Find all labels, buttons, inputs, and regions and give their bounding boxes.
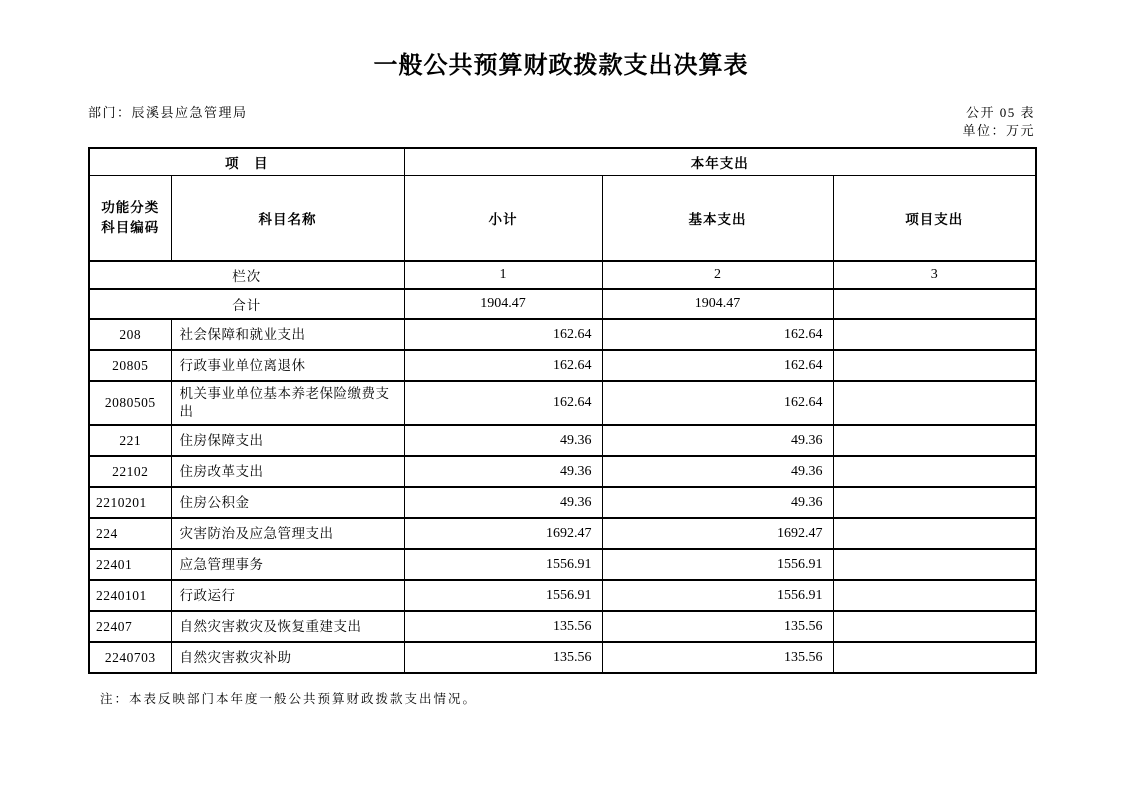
- table-row: [89, 549, 1036, 580]
- cell-project: [833, 350, 1036, 381]
- cell-name: 灾害防治及应急管理支出: [171, 518, 404, 549]
- cell-name: 机关事业单位基本养老保险缴费支出: [171, 381, 404, 425]
- total-row: [89, 289, 1036, 319]
- cell-name: 行政运行: [171, 580, 404, 611]
- header-subtotal-column: 小计: [404, 175, 602, 261]
- cell-project: [833, 381, 1036, 425]
- cell-basic: 135.56: [602, 642, 833, 673]
- cell-code: 22401: [89, 549, 171, 580]
- page-title: 一般公共预算财政拨款支出决算表: [373, 52, 749, 79]
- column-index-1: 1: [404, 261, 602, 289]
- cell-subtotal: 135.56: [404, 642, 602, 673]
- cell-code: 2240101: [89, 580, 171, 611]
- footnote: 注：本表反映部门本年度一般公共预算财政拨款支出情况。: [100, 692, 478, 706]
- total-project: [833, 289, 1036, 319]
- cell-name: 社会保障和就业支出: [171, 319, 404, 350]
- table-row: [89, 350, 1036, 381]
- cell-code: 20805: [89, 350, 171, 381]
- cell-code: 2080505: [89, 381, 171, 425]
- cell-name: 住房保障支出: [171, 425, 404, 456]
- cell-basic: 135.56: [602, 611, 833, 642]
- cell-subtotal: 49.36: [404, 487, 602, 518]
- table-number-label: 公开 05 表: [965, 105, 1035, 120]
- cell-project: [833, 580, 1036, 611]
- cell-subtotal: 49.36: [404, 456, 602, 487]
- cell-project: [833, 425, 1036, 456]
- cell-subtotal: 1556.91: [404, 580, 602, 611]
- total-label: 合计: [89, 289, 404, 319]
- cell-name: 行政事业单位离退休: [171, 350, 404, 381]
- cell-name: 自然灾害救灾及恢复重建支出: [171, 611, 404, 642]
- header-code-line1: 功能分类: [101, 199, 160, 215]
- table-row: [89, 425, 1036, 456]
- table-row: [89, 456, 1036, 487]
- cell-subtotal: 162.64: [404, 381, 602, 425]
- header-basic-column: 基本支出: [602, 175, 833, 261]
- cell-basic: 162.64: [602, 350, 833, 381]
- cell-basic: 1556.91: [602, 549, 833, 580]
- header-year-expense-group: 本年支出: [404, 148, 1036, 175]
- cell-subtotal: 162.64: [404, 350, 602, 381]
- total-basic: 1904.47: [602, 289, 833, 319]
- cell-project: [833, 642, 1036, 673]
- cell-code: 22407: [89, 611, 171, 642]
- cell-name: 自然灾害救灾补助: [171, 642, 404, 673]
- cell-subtotal: 135.56: [404, 611, 602, 642]
- cell-subtotal: 49.36: [404, 425, 602, 456]
- table-row: [89, 319, 1036, 350]
- cell-basic: 162.64: [602, 319, 833, 350]
- column-index-3: 3: [833, 261, 1036, 289]
- cell-subtotal: 162.64: [404, 319, 602, 350]
- cell-basic: 1556.91: [602, 580, 833, 611]
- cell-project: [833, 319, 1036, 350]
- cell-project: [833, 611, 1036, 642]
- cell-code: 22102: [89, 456, 171, 487]
- budget-expenditure-table: [88, 147, 1037, 674]
- cell-code: 208: [89, 319, 171, 350]
- cell-code: 221: [89, 425, 171, 456]
- cell-project: [833, 549, 1036, 580]
- unit-label: 单位：万元: [962, 123, 1035, 138]
- header-project-column: 项目支出: [833, 175, 1036, 261]
- table-row: [89, 580, 1036, 611]
- column-index-label: 栏次: [89, 261, 404, 289]
- cell-subtotal: 1692.47: [404, 518, 602, 549]
- header-code-line2: 科目编码: [101, 219, 160, 235]
- cell-basic: 49.36: [602, 456, 833, 487]
- header-columns-row: [89, 175, 1036, 261]
- cell-code: 2210201: [89, 487, 171, 518]
- cell-project: [833, 456, 1036, 487]
- cell-project: [833, 518, 1036, 549]
- cell-basic: 162.64: [602, 381, 833, 425]
- cell-subtotal: 1556.91: [404, 549, 602, 580]
- column-index-2: 2: [602, 261, 833, 289]
- cell-code: 2240703: [89, 642, 171, 673]
- cell-code: 224: [89, 518, 171, 549]
- cell-name: 住房改革支出: [171, 456, 404, 487]
- department-label: 部门：辰溪县应急管理局: [88, 105, 248, 120]
- header-group-row: [89, 148, 1036, 175]
- meta-block: [88, 102, 1035, 141]
- table-row: [89, 611, 1036, 642]
- header-name-column: 科目名称: [171, 175, 404, 261]
- cell-name: 住房公积金: [171, 487, 404, 518]
- cell-name: 应急管理事务: [171, 549, 404, 580]
- cell-basic: 49.36: [602, 487, 833, 518]
- header-code-column: [89, 175, 171, 261]
- cell-project: [833, 487, 1036, 518]
- table-row: [89, 381, 1036, 425]
- total-subtotal: 1904.47: [404, 289, 602, 319]
- table-row: [89, 518, 1036, 549]
- cell-basic: 1692.47: [602, 518, 833, 549]
- table-row: [89, 487, 1036, 518]
- table-row: [89, 642, 1036, 673]
- header-project-group: 项 目: [89, 148, 404, 175]
- column-index-row: [89, 261, 1036, 289]
- cell-basic: 49.36: [602, 425, 833, 456]
